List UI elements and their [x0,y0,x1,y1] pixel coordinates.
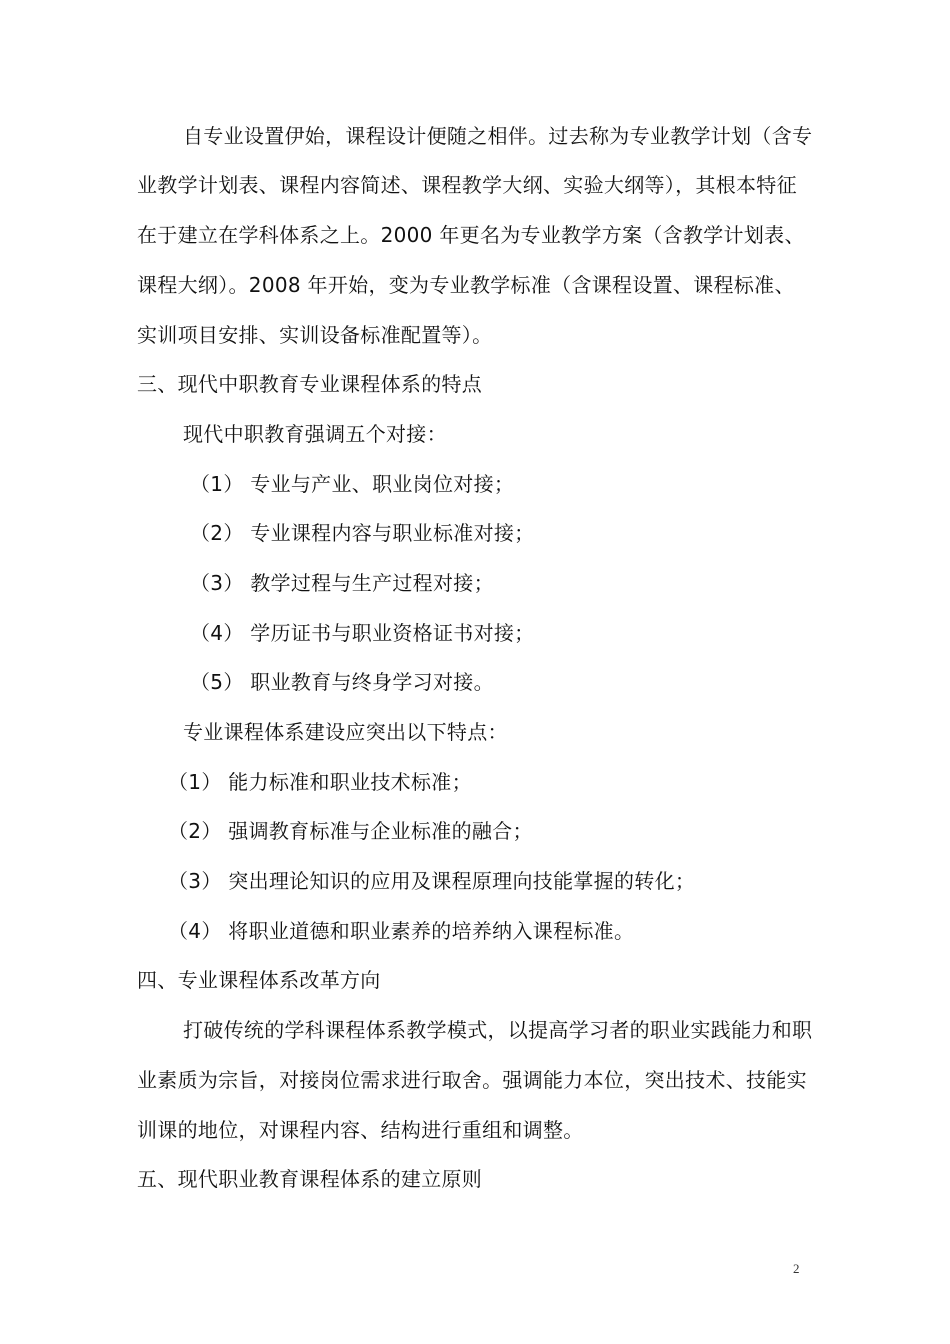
paragraph-line: 专业课程体系建设应突出以下特点： [183,720,508,744]
paragraph-line: 实训项目安排、实训设备标准配置等）。 [137,323,493,347]
paragraph-line: 现代中职教育强调五个对接： [183,422,447,446]
page-number: 2 [793,1261,800,1276]
list-item: （4） 将职业道德和职业素养的培养纳入课程标准。 [168,919,635,943]
paragraph-line: 自专业设置伊始，课程设计便随之相伴。过去称为专业教学计划（含专 [183,124,813,148]
paragraph-line: 在于建立在学科体系之上。2000 年更名为专业教学方案（含教学计划表、 [137,223,805,247]
paragraph-line: 业素质为宗旨，对接岗位需求进行取舍。强调能力本位，突出技术、技能实 [137,1068,807,1092]
paragraph-line: 课程大纲）。2008 年开始，变为专业教学标准（含课程设置、课程标准、 [137,273,795,297]
section-heading: 五、现代职业教育课程体系的建立原则 [137,1167,483,1191]
section-heading: 三、现代中职教育专业课程体系的特点 [137,372,483,396]
list-item: （2） 专业课程内容与职业标准对接； [190,521,535,545]
list-item: （3） 突出理论知识的应用及课程原理向技能掌握的转化； [168,869,696,893]
paragraph-line: 业教学计划表、课程内容简述、课程教学大纲、实验大纲等），其根本特征 [137,173,797,197]
paragraph-line: 训课的地位，对课程内容、结构进行重组和调整。 [137,1118,584,1142]
list-item: （5） 职业教育与终身学习对接。 [190,670,494,694]
section-heading: 四、专业课程体系改革方向 [137,968,381,992]
paragraph-line: 打破传统的学科课程体系教学模式，以提高学习者的职业实践能力和职 [183,1018,813,1042]
list-item: （1） 专业与产业、职业岗位对接； [190,472,515,496]
list-item: （3） 教学过程与生产过程对接； [190,571,494,595]
list-item: （2） 强调教育标准与企业标准的融合； [168,819,533,843]
list-item: （1） 能力标准和职业技术标准； [168,770,472,794]
list-item: （4） 学历证书与职业资格证书对接； [190,621,535,645]
